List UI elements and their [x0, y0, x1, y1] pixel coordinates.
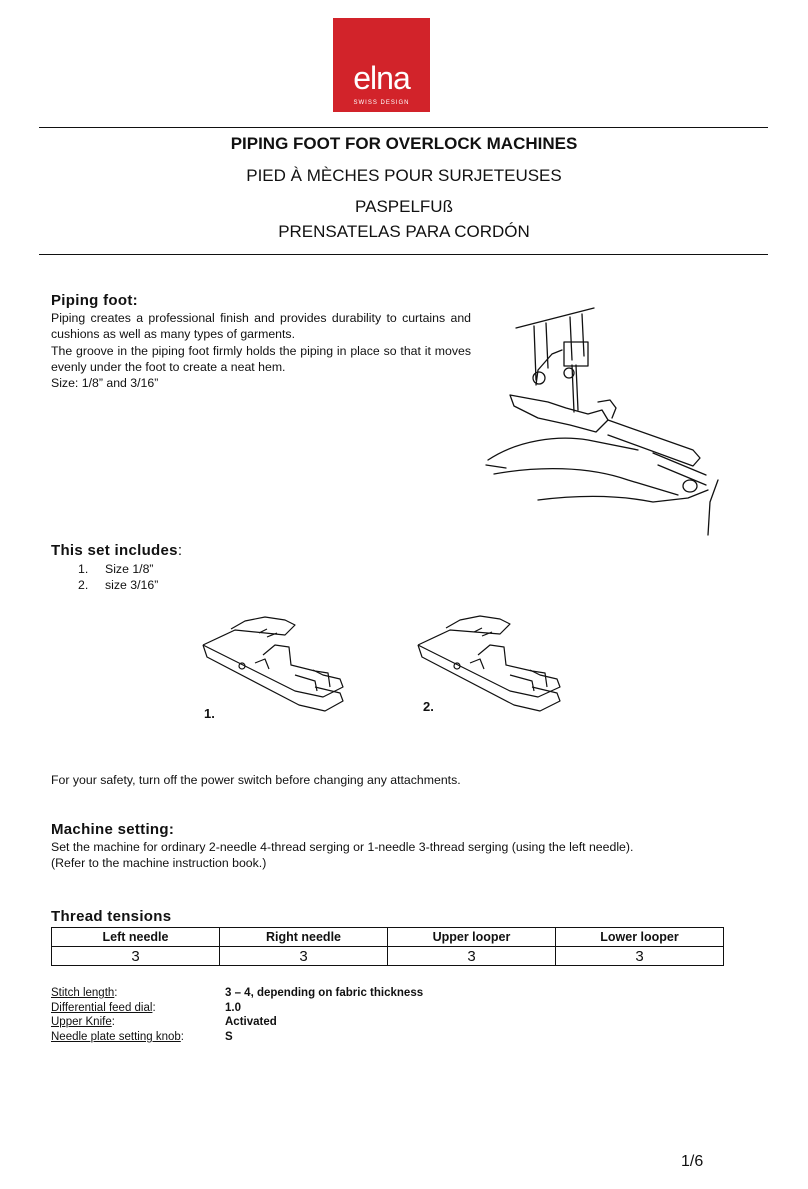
table-cell: 3 [556, 947, 724, 966]
logo-brand-text: elna [353, 60, 410, 96]
column-header: Lower looper [556, 928, 724, 947]
machine-line-2: (Refer to the machine instruction book.) [51, 856, 267, 871]
figure-label-2: 2. [423, 699, 434, 714]
machine-setting-section [51, 821, 751, 872]
tensions-heading: Thread tensions [51, 908, 172, 925]
piping-section [51, 292, 471, 391]
title-divider [39, 254, 768, 255]
title-french: PIED À MÈCHES POUR SURJETEUSES [246, 166, 562, 185]
title-english: PIPING FOOT FOR OVERLOCK MACHINES [230, 134, 578, 153]
top-divider [39, 127, 768, 128]
column-header: Left needle [52, 928, 220, 947]
machine-line-1: Set the machine for ordinary 2-needle 4-thread serging or 1-needle 3-thread serging (using the left needle). [51, 840, 634, 854]
settings-list [51, 986, 423, 1044]
title-spanish: PRENSATELAS PARA CORDÓN [278, 222, 530, 241]
figure-label-1: 1. [204, 706, 215, 721]
piping-size: Size: 1/8” and 3/16” [51, 376, 159, 391]
setting-row: Upper Knife: Activated [51, 1016, 277, 1029]
setting-row: Stitch length: 3 – 4, depending on fabric thickness [51, 987, 424, 999]
machine-heading: Machine setting: [51, 821, 175, 838]
list-item: 2. size 3/16” [78, 578, 159, 593]
table-cell: 3 [388, 947, 556, 966]
set-heading: This set includes [51, 542, 178, 559]
list-item: 1. Size 1/8” [78, 562, 154, 576]
machine-illustration [478, 290, 768, 540]
table-header-row [52, 928, 724, 947]
column-header: Right needle [220, 928, 388, 947]
piping-text-2: The groove in the piping foot firmly holds the piping in place so that it moves evenly under the foot to create a neat hem. [51, 343, 471, 374]
piping-text-1: Piping creates a professional finish and provides durability to curtains and cushions as well as many types of garments. [51, 311, 471, 342]
column-header: Upper looper [388, 928, 556, 947]
safety-note: For your safety, turn off the power switch before changing any attachments. [51, 773, 461, 787]
set-list [78, 561, 182, 594]
set-section [51, 542, 182, 594]
foot-illustration-1 [195, 615, 360, 725]
logo-tagline: SWISS DESIGN [353, 100, 410, 106]
title-german: PASPELFUß [355, 197, 453, 216]
tensions-table [51, 927, 724, 966]
setting-row: Differential feed dial: 1.0 [51, 1001, 241, 1014]
page-number: 1/6 [681, 1153, 704, 1170]
piping-heading: Piping foot: [51, 292, 138, 309]
elna-logo [333, 18, 430, 112]
table-cell: 3 [52, 947, 220, 966]
set-heading-colon: : [177, 542, 183, 559]
table-row [52, 947, 724, 966]
setting-row: Needle plate setting knob: S [51, 1030, 233, 1043]
table-cell: 3 [220, 947, 388, 966]
foot-illustration-2 [410, 610, 580, 720]
